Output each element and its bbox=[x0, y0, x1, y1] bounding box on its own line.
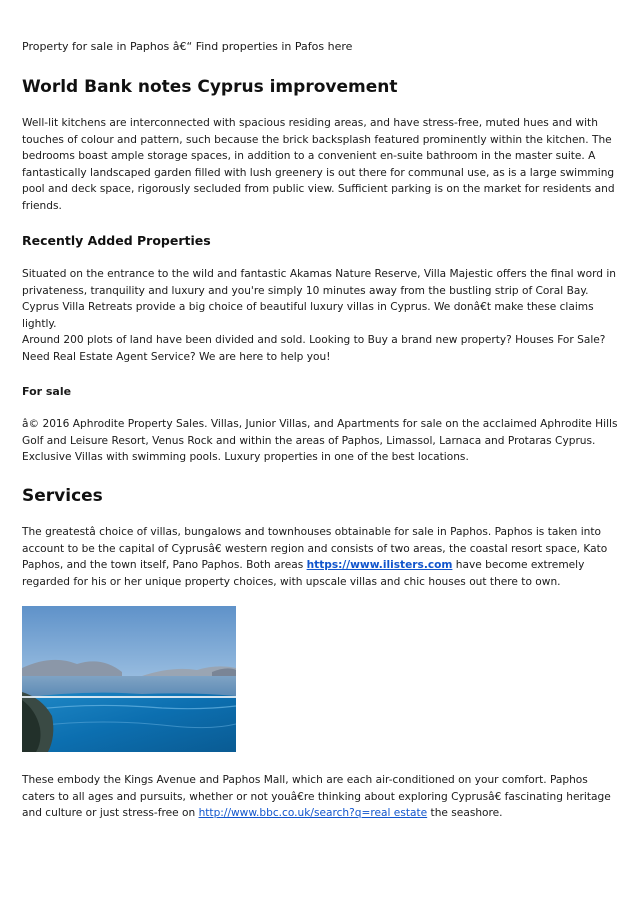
services-p1-text: The greatestâ choice of villas, bungalows and townhouses obtainable for sale in Paphos. Paphos is taken into account to be the capital of Cyprusâ€ western region and consists of two areas, the coastal resort space, Kato Paphos, and the town itself, Pano Paphos. Both areas bbox=[22, 526, 608, 572]
services-p2-text-end: the seashore. bbox=[427, 807, 503, 820]
for-sale-label: For sale bbox=[22, 385, 72, 398]
for-sale-paragraph: â© 2016 Aphrodite Property Sales. Villas, Junior Villas, and Apartments for sale on the acclaimed Aphrodite Hills Golf and Leisure Resort, Venus Rock and within the areas of Paphos, Limassol, Larnaca and Protaras Cyprus. Exclusive Villas with swimming pools. Luxury properties in one of the best locations. bbox=[22, 418, 618, 464]
services-p2-text: These embody the Kings Avenue and Paphos Mall, which are each air-conditioned on your comfort. Paphos caters to all ages and pursuits, whether or not youâ€re thinking about exploring Cyprusâ€ fascinating heritage and culture or just stress-free on bbox=[22, 774, 611, 820]
infinity-pool-sea-photo bbox=[22, 606, 236, 752]
ilisters-link[interactable]: https://www.ilisters.com bbox=[306, 559, 453, 572]
recent-properties-heading: Recently Added Properties bbox=[22, 233, 211, 248]
services-paragraph-2 bbox=[22, 772, 618, 822]
bbc-search-link[interactable]: http://www.bbc.co.uk/search?q=real estate bbox=[198, 807, 428, 820]
intro-paragraph: Well-lit kitchens are interconnected with spacious residing areas, and have stress-free, muted hues and with touches of colour and pattern, such because the brick backsplash featured prominently within the kitchen. The bedrooms boast ample storage spaces, in addition to a convenient en-suite bathroom in the master suite. A fantastically landscaped garden filled with lush greenery is out there for communal use, as is a large swimming pool and deck space, rigorously secluded from public view. Sufficient parking is on the market for residents and friends. bbox=[22, 117, 615, 212]
page-breadcrumb: Property for sale in Paphos â€“ Find properties in Pafos here bbox=[22, 40, 353, 53]
recent-paragraph-1: Situated on the entrance to the wild and fantastic Akamas Nature Reserve, Villa Majestic offers the final word in privateness, tranquility and luxury and you're simply 10 minutes away from the bustling strip of Coral Bay. Cyprus Villa Retreats provide a big choice of beautiful luxury villas in Cyprus. We donâ€t make these claims lightly. bbox=[22, 268, 616, 330]
recent-paragraph-2: Around 200 plots of land have been divided and sold. Looking to Buy a brand new property? Houses For Sale? Need Real Estate Agent Service? We are here to help you! bbox=[22, 334, 606, 363]
services-paragraph-1 bbox=[22, 524, 618, 590]
article-title: World Bank notes Cyprus improvement bbox=[22, 77, 398, 97]
services-p1-text-end: have become extremely regarded for his or her unique property choices, with upscale villas and chic houses out there to own. bbox=[22, 559, 585, 588]
services-heading: Services bbox=[22, 486, 103, 506]
